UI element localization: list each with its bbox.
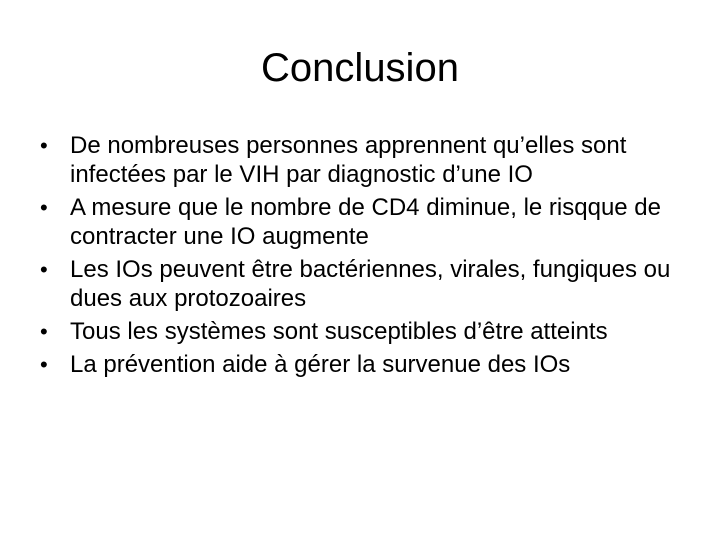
bullet-text: La prévention aide à gérer la survenue des IOs	[70, 351, 571, 378]
bullet-item	[36, 350, 706, 379]
bullet-text: Tous les systèmes sont susceptibles d’être atteints	[70, 318, 608, 345]
bullet-marker: •	[40, 257, 48, 282]
bullet-text: De nombreuses personnes apprennent qu’elles sont infectées par le VIH par diagnostic d’une IO	[70, 132, 627, 188]
slide-title: Conclusion	[261, 46, 459, 90]
bullet-text: A mesure que le nombre de CD4 diminue, le risqque de contracter une IO augmente	[70, 194, 661, 250]
bullet-text: Les IOs peuvent être bactériennes, virales, fungiques ou dues aux protozoaires	[70, 256, 671, 312]
bullet-item	[36, 131, 706, 189]
bullet-marker: •	[40, 319, 48, 344]
bullet-item	[36, 317, 706, 346]
bullet-item	[36, 255, 706, 313]
bullet-marker: •	[40, 352, 48, 377]
bullet-marker: •	[40, 195, 48, 220]
bullet-list	[36, 131, 706, 383]
bullet-marker: •	[40, 133, 48, 158]
bullet-item	[36, 193, 706, 251]
